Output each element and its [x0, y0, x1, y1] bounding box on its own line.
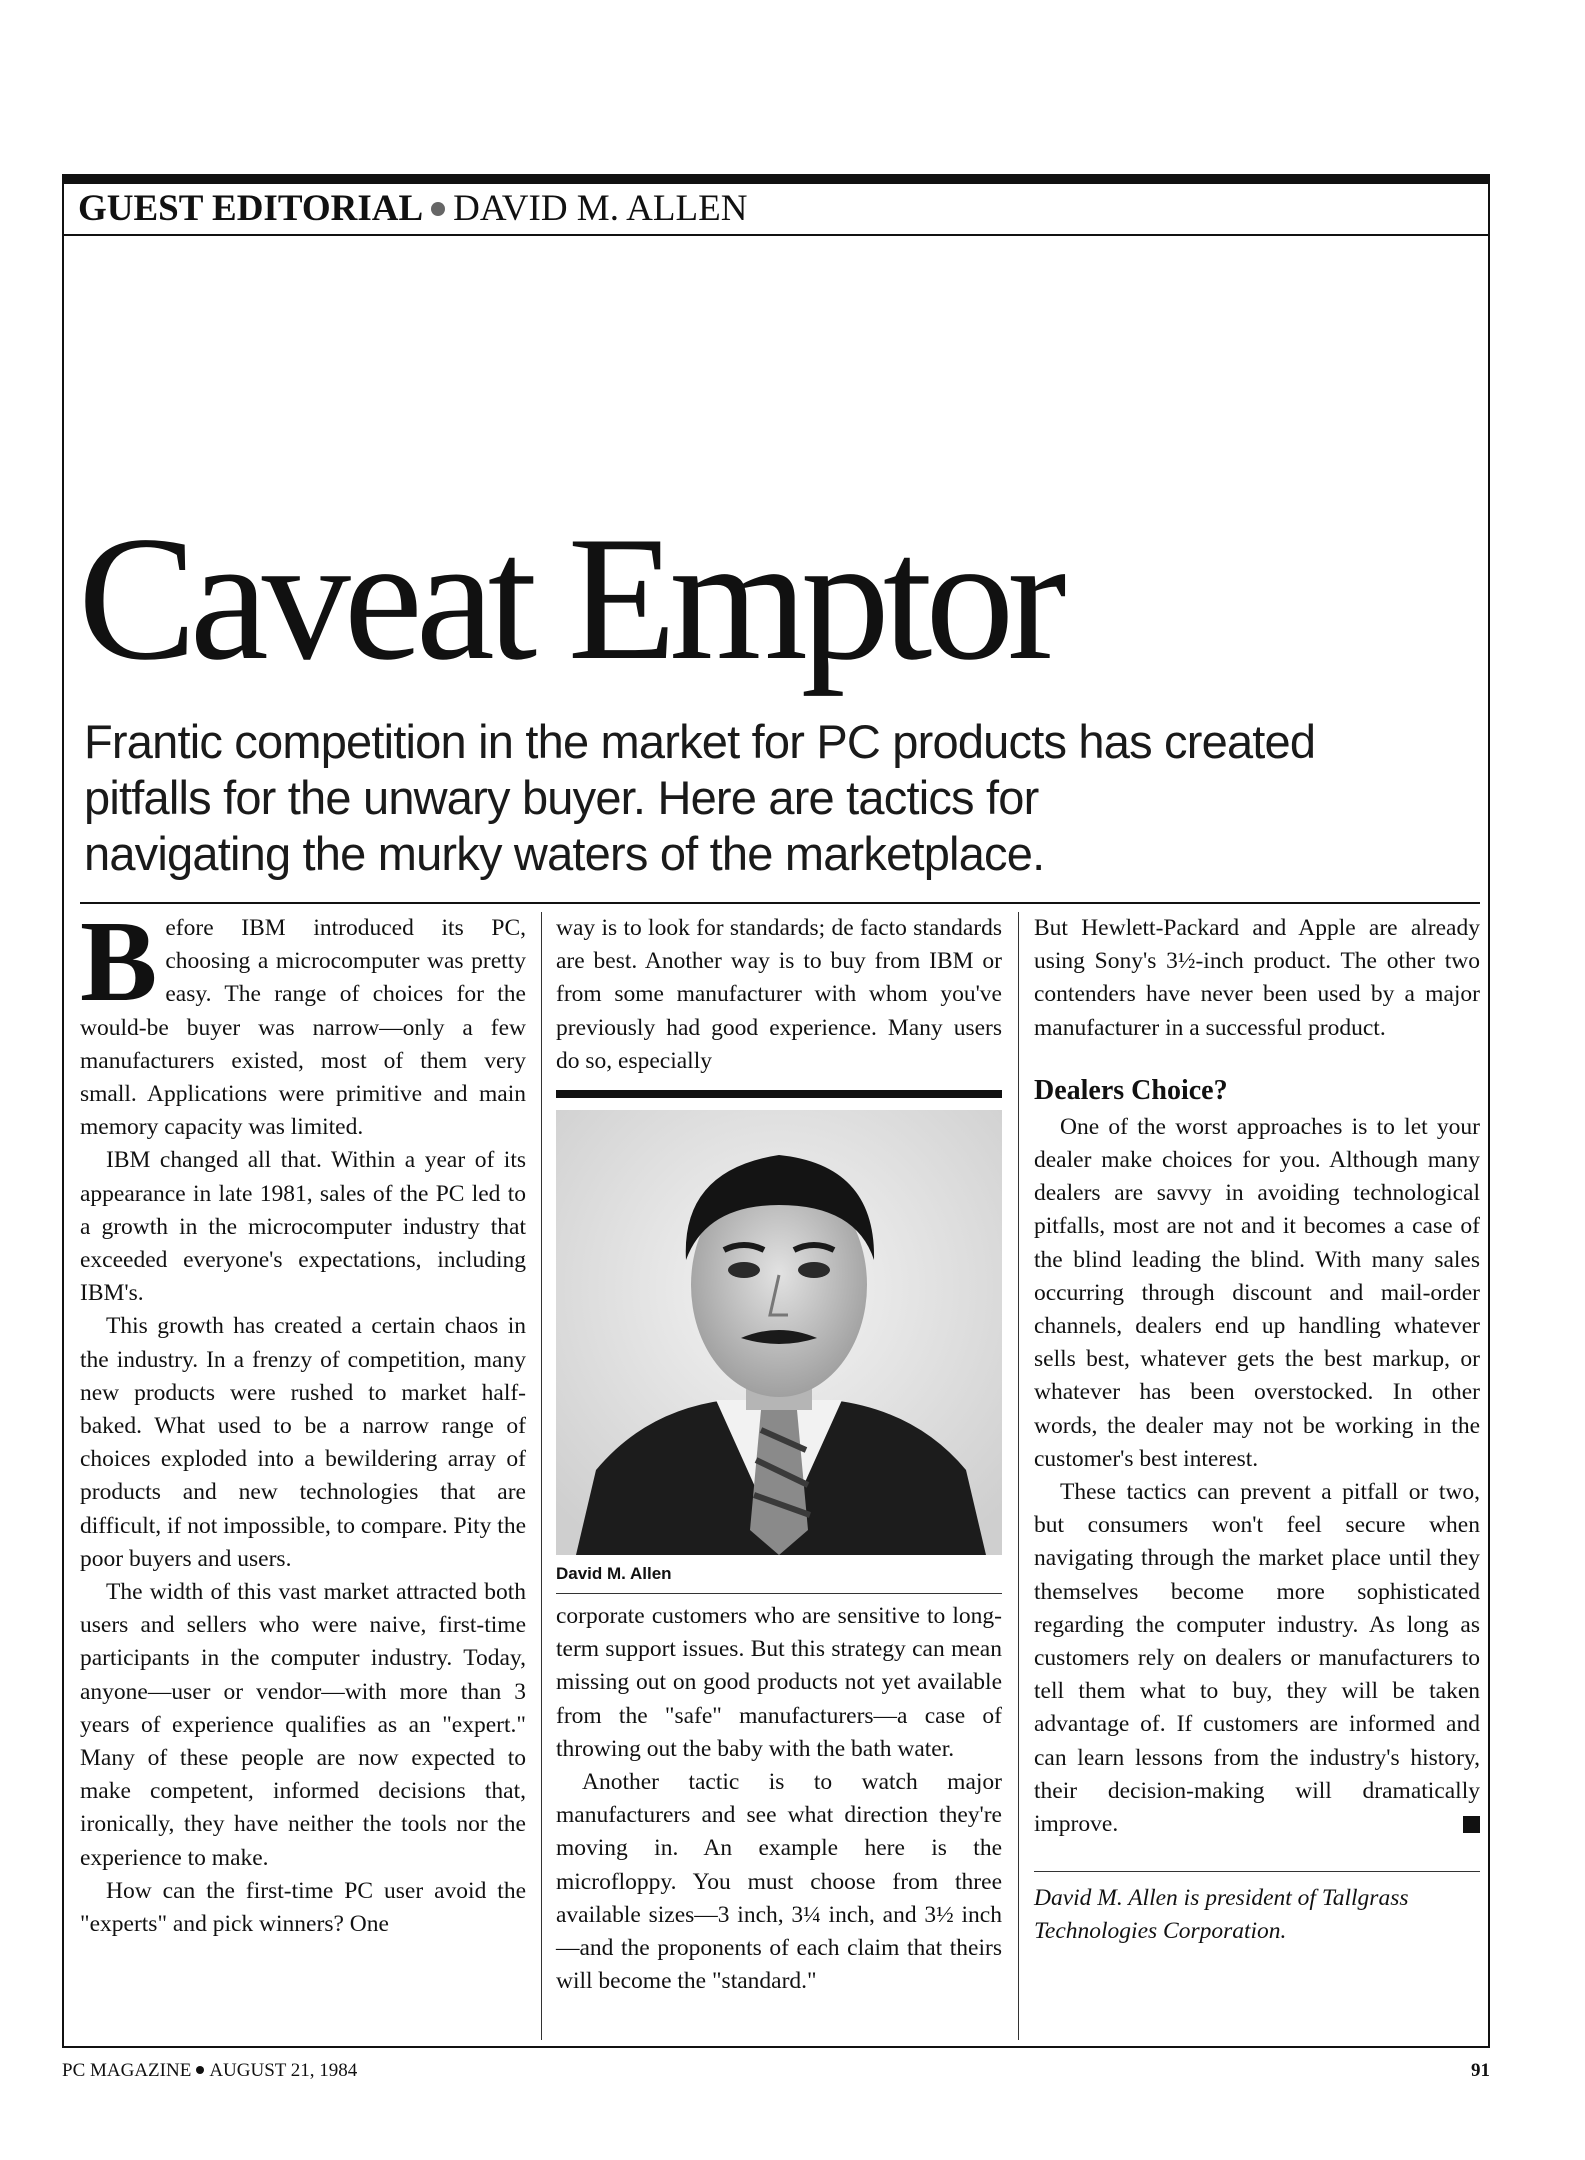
paragraph: way is to look for standards; de facto standards are best. Another way is to buy from IBM or from some manufacturer with whom you've previously had good experience. Many users do so, especially — [556, 915, 1002, 1074]
column-3 — [1034, 912, 1480, 2037]
dek-line: pitfalls for the unwary buyer. Here are tactics for — [84, 771, 1039, 824]
photo-caption: David M. Allen — [556, 1561, 1002, 1594]
paragraph — [1034, 1476, 1480, 1841]
column-rule — [1018, 912, 1019, 2040]
paragraph: One of the worst approaches is to let your dealer make choices for you. Although many dealers are savvy in avoiding technological pitfalls, most are not and it becomes a case of the blind leading the blind. With many sales occurring through discount and mail-order channels, dealers end up handling whatever sells best, whatever gets the best markup, or whatever has been overstocked. In other words, the dealer may not be working in the customer's best interest. — [1034, 1113, 1480, 1472]
paragraph: IBM changed all that. Within a year of its appearance in late 1981, sales of the PC led to a growth in the microcomputer industry that exceeded everyone's expectations, including IBM's. — [80, 1147, 526, 1307]
column-rule — [541, 912, 542, 2040]
author-portrait-photo — [556, 1110, 1002, 1555]
paragraph — [80, 912, 526, 1144]
article-title: Caveat Emptor — [78, 499, 1060, 697]
dek-line: navigating the murky waters of the marketplace. — [84, 827, 1045, 880]
issue-date: AUGUST 21, 1984 — [209, 2060, 358, 2081]
rubric-label: GUEST EDITORIAL — [78, 188, 424, 229]
page-number: 91 — [1471, 2060, 1490, 2081]
paragraph: The width of this vast market attracted both users and sellers who were naive, first-time participants in the computer industry. Today, anyone—user or vendor—with more than 3 years of experience qualifies as an "expert." Many of these people are now expected to make competent, informed decisions that, ironically, they have neither the tools nor the experience to make. — [80, 1579, 526, 1871]
author-bio: David M. Allen is president of Tallgrass Technologies Corporation. — [1034, 1885, 1409, 1945]
publication-name: PC MAGAZINE — [62, 2060, 192, 2081]
article-dek — [84, 714, 1424, 882]
bio-rule — [1034, 1871, 1480, 1872]
paragraph: But Hewlett-Packard and Apple are already using Sony's 3½-inch product. The other two contenders have never been used by a major manufacturer in a successful product. — [1034, 915, 1480, 1041]
paragraph: This growth has created a certain chaos in the industry. In a frenzy of competition, many new products were rushed to market half-baked. What used to be a narrow range of choices exploded into a bewildering array of products and new technologies that are difficult, if not impossible, to compare. Pity the poor buyers and users. — [80, 1313, 526, 1572]
photo-rule — [556, 1090, 1002, 1098]
eye-left — [728, 1262, 760, 1278]
footer-folio — [62, 2058, 357, 2084]
dek-line: Frantic competition in the market for PC products has created — [84, 715, 1316, 768]
drop-cap: B — [80, 912, 158, 1026]
paragraph: Another tactic is to watch major manufacturers and see what direction they're moving in. An example here is the microfloppy. You must choose from three available sizes—3 inch, 3¼ inch, and 3½ inch—and the proponents of each claim that theirs will become the "standard." — [556, 1769, 1002, 1995]
paragraph-text: efore IBM introduced its PC, choosing a microcomputer was pretty easy. The range of choices for the would-be buyer was narrow—only a few manufacturers existed, most of them very small. Applications were primitive and main memory capacity was limited. — [80, 915, 526, 1141]
header-author: DAVID M. ALLEN — [453, 188, 748, 229]
eye-right — [798, 1262, 830, 1278]
section-header — [62, 184, 1490, 236]
paragraph-text: These tactics can prevent a pitfall or two, but consumers won't feel secure when navigating through the market place until they themselves become more sophisticated regarding the computer industry. As long as customers rely on dealers or manufacturers to tell them what to buy, they will be taken advantage of. If customers are informed and can learn lessons from the industry's history, their decision-making will dramatically improve. — [1034, 1479, 1480, 1838]
bullet-dot-icon — [431, 202, 445, 216]
column-2 — [556, 912, 1002, 2037]
paragraph: How can the first-time PC user avoid the "experts" and pick winners? One — [80, 1877, 526, 1938]
end-mark-icon — [1463, 1816, 1480, 1833]
column-1 — [80, 912, 526, 2037]
subhead: Dealers Choice? — [1034, 1074, 1228, 1106]
bullet-dot-icon — [196, 2066, 204, 2074]
author-photo-block — [556, 1090, 1002, 1594]
paragraph: corporate customers who are sensitive to long-term support issues. But this strategy can mean missing out on good products not yet available from the "safe" manufacturers—a case of throwing out the baby with the bath water. — [556, 1603, 1002, 1762]
dek-rule — [80, 902, 1480, 904]
